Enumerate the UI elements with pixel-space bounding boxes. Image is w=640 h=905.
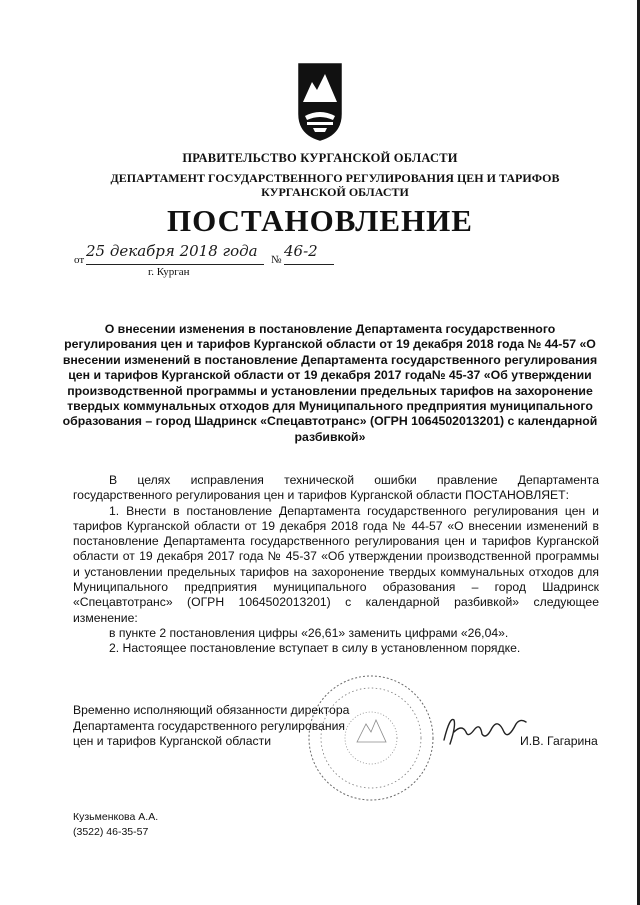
- handwritten-signature: [440, 710, 530, 750]
- signature-block: [73, 703, 349, 750]
- item-2: 2. Настоящее постановление вступает в силу в установленном порядке.: [109, 641, 521, 656]
- item-1: 1. Внести в постановление Департамента государственного регулирования цен и тарифов Курганской области от 19 декабря 2018 года № 44-57 «О внесении изменений в постановление Департамента государственного регулирования цен и тарифов Курганской области от 19 декабря 2017 года № 45-37 «Об утверждении производственной программы и установлении предельных тарифов на захоронение твердых коммунальных отходов для Муниципального предприятия муниципального образования – город Шадринск «Спецавтотранс» (ОГРН 1064502013201) с календарной разбивкой» следующее изменение:: [73, 503, 599, 625]
- document-title: ПОСТАНОВЛЕНИЕ: [167, 203, 473, 238]
- date-from-label: от: [74, 254, 85, 266]
- department-name: ДЕПАРТАМЕНТ ГОСУДАРСТВЕННОГО РЕГУЛИРОВАНИЯ ЦЕН И ТАРИФОВ КУРГАНСКОЙ ОБЛАСТИ: [110, 171, 560, 199]
- signer-position-line-1: Временно исполняющий обязанности директора: [73, 703, 350, 717]
- executor-info: [73, 810, 158, 840]
- document-subject: О внесении изменения в постановление Департамента государственного регулирования цен и тарифов Курганской области от 19 декабря 2018 года № 44-57 «О внесении изменений в постановление Департамента государственного регулирования цен и тарифов Курганской области от 19 декабря 2017 года№ 45-37 «Об утверждении производственной программы и установлении предельных тарифов на захоронение твердых коммунальных отходов для Муниципального предприятия муниципального образования – город Шадринск «Спецавтотранс» (ОГРН 1064502013201) с календарной разбивкой»: [62, 322, 598, 444]
- signer-position-line-3: цен и тарифов Курганской области: [73, 734, 272, 748]
- executor-phone: (3522) 46-35-57: [73, 826, 149, 838]
- item-1-change: в пункте 2 постановления цифры «26,61» заменить цифрами «26,04».: [109, 625, 509, 640]
- document-body: [73, 473, 599, 657]
- handwritten-number: 46-2: [284, 242, 334, 265]
- handwritten-date: 25 декабря 2018 года: [86, 242, 264, 265]
- preamble: В целях исправления технической ошибки правление Департамента государственного регулирования цен и тарифов Курганской области ПОСТАНОВЛЯЕТ:: [73, 473, 599, 503]
- signer-name: И.В. Гагарина: [520, 734, 598, 748]
- signer-position-line-2: Департамента государственного регулирования: [73, 718, 345, 733]
- coat-of-arms-emblem: [297, 62, 343, 142]
- number-label: №: [271, 254, 282, 266]
- government-name: ПРАВИТЕЛЬСТВО КУРГАНСКОЙ ОБЛАСТИ: [182, 151, 458, 165]
- executor-name: Кузьменкова А.А.: [73, 811, 159, 823]
- city: г. Курган: [148, 266, 190, 278]
